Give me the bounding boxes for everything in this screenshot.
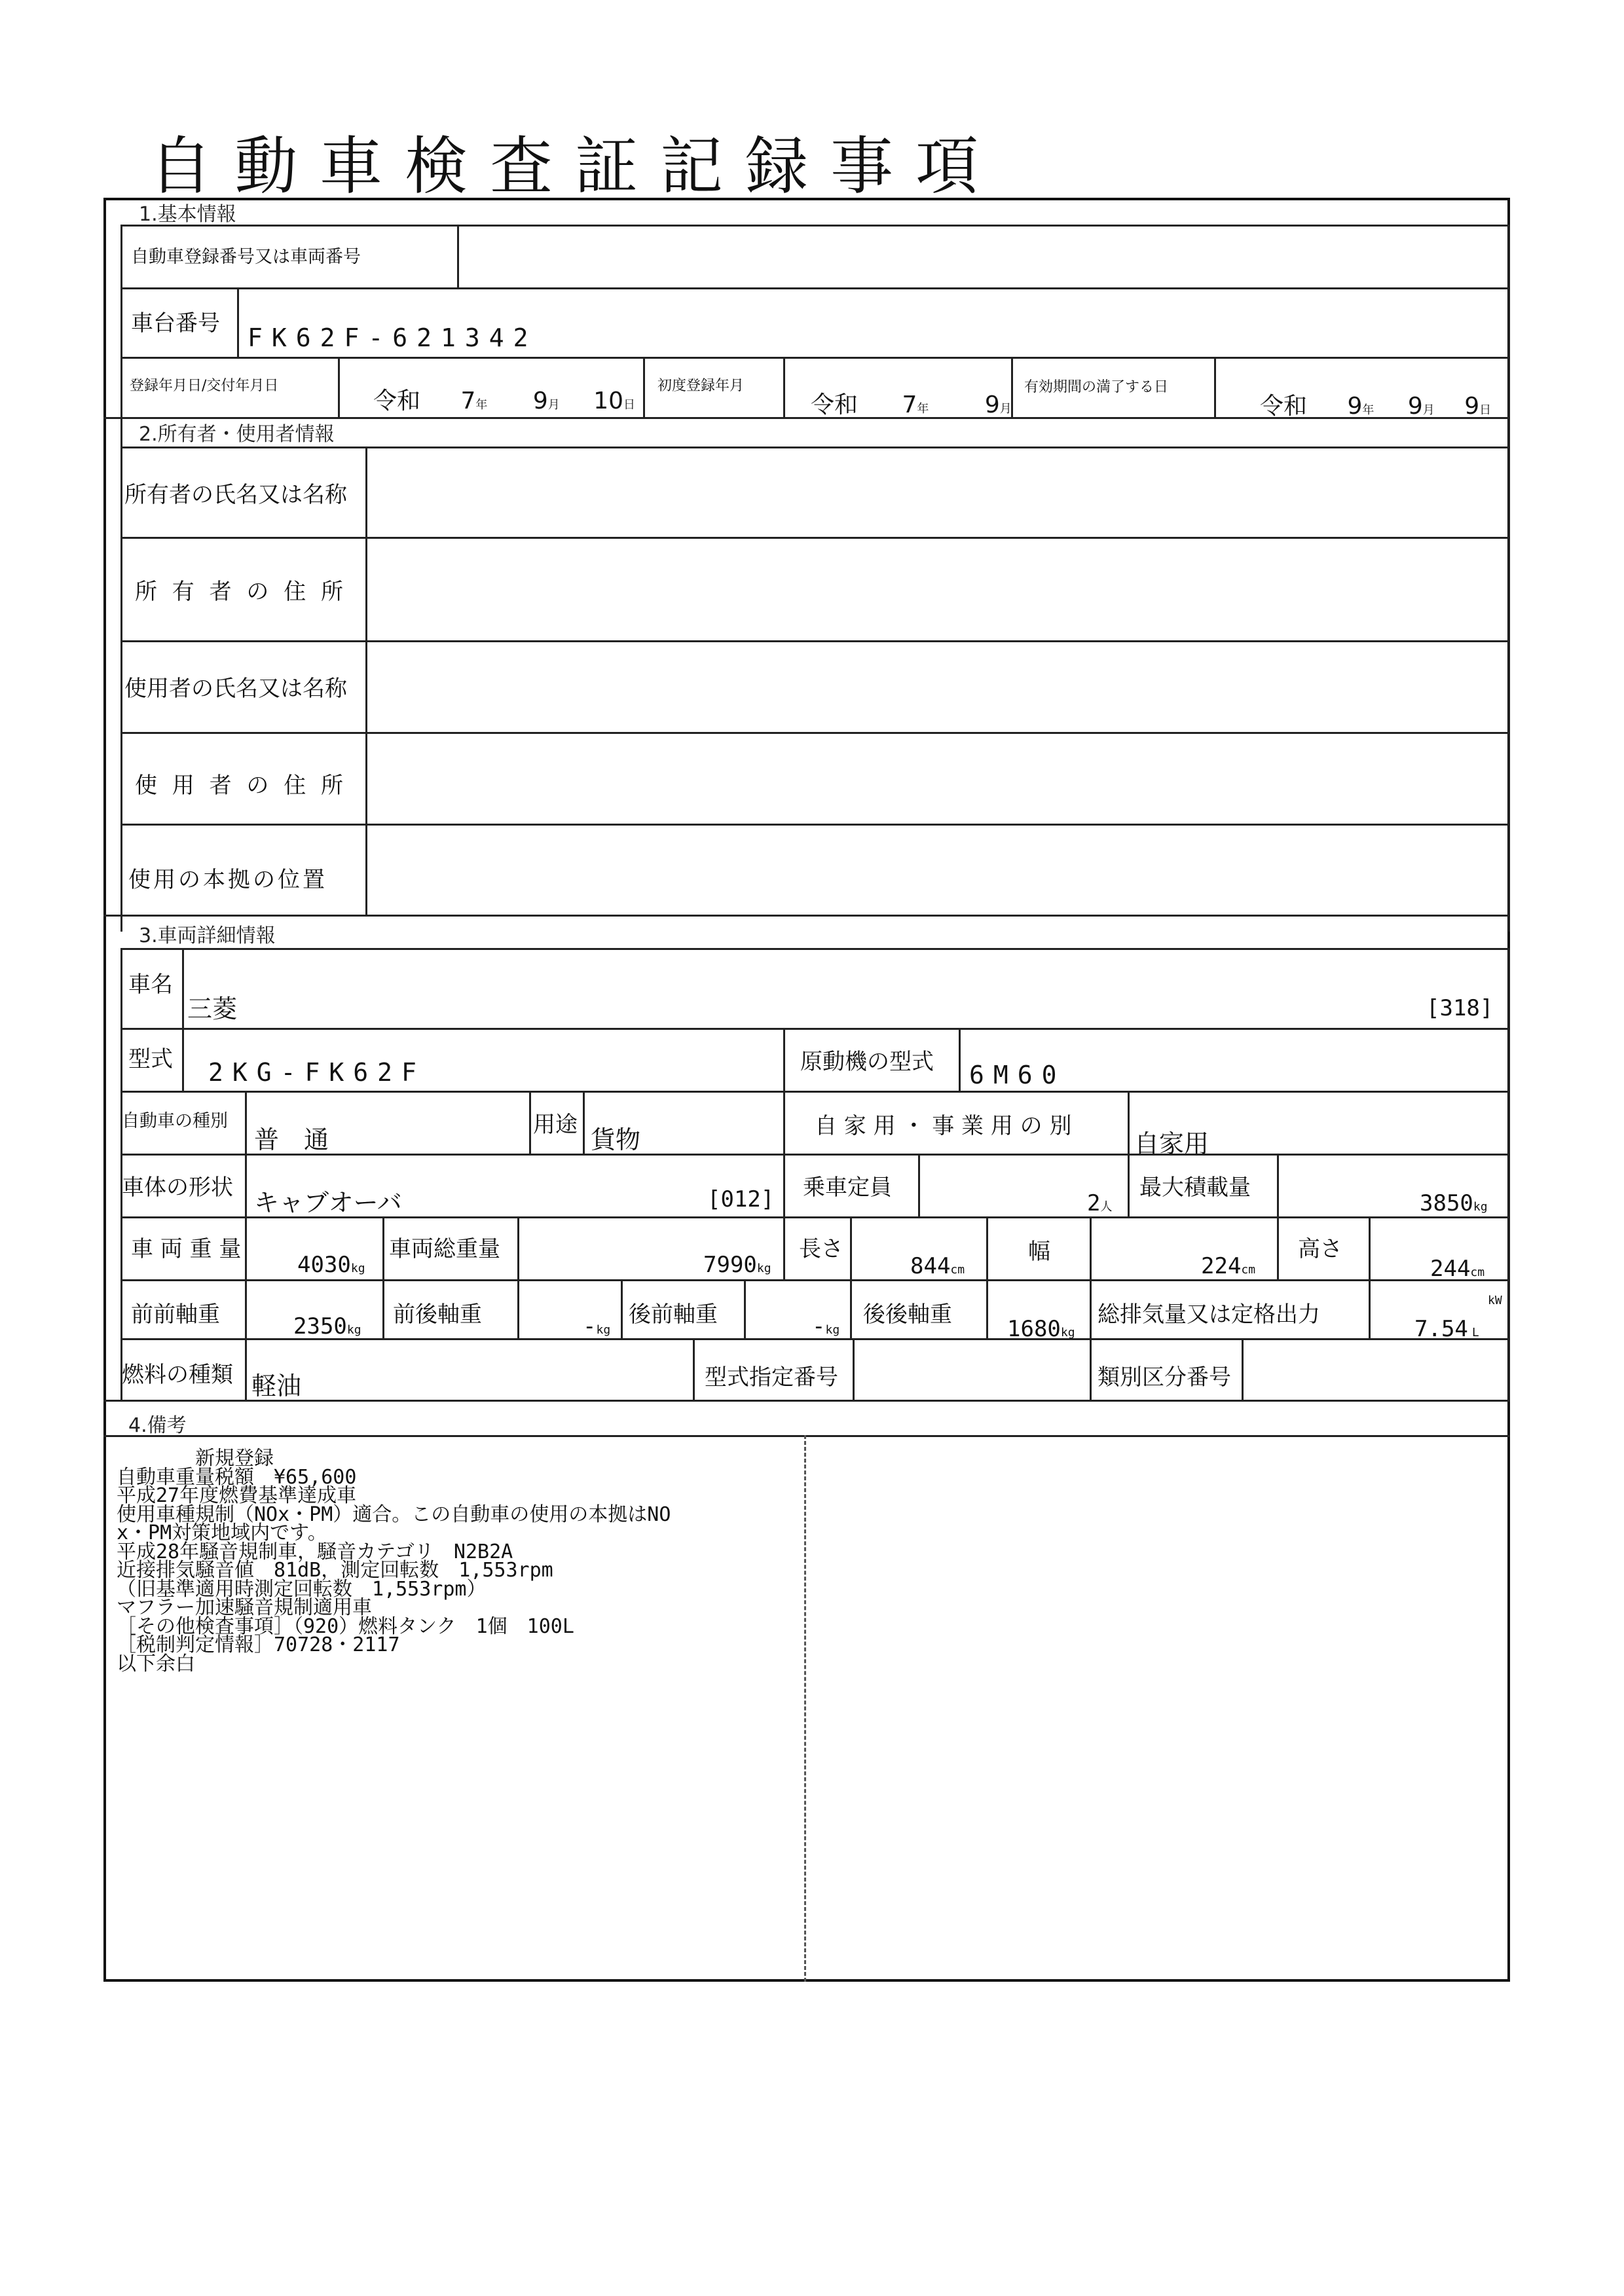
divider xyxy=(120,1091,1509,1093)
remarks-line: x・PM対策地域内です。 xyxy=(117,1522,327,1544)
remarks-line: マフラー加速騒音規制適用車 xyxy=(117,1596,372,1619)
divider xyxy=(783,357,785,417)
car-name-code: [318] xyxy=(1426,995,1494,1021)
chassis-number-value: FK62F-621342 xyxy=(248,323,538,352)
height-value: 244cm xyxy=(1430,1256,1485,1282)
width-label: 幅 xyxy=(1028,1239,1050,1265)
divider xyxy=(1277,1216,1279,1279)
divider xyxy=(517,1279,519,1338)
section-owner-heading: 2.所有者・使用者情報 xyxy=(139,423,335,446)
remarks-list xyxy=(117,1449,798,1673)
certificate-frame xyxy=(103,198,1510,1982)
divider xyxy=(850,1279,852,1338)
remarks-line: 平成28年騒音規制車，騒音カテゴリ N2B2A xyxy=(117,1540,513,1563)
divider xyxy=(1090,1216,1092,1279)
type-designation-label: 型式指定番号 xyxy=(705,1364,838,1391)
expiry-date-value: 令和 9年 9月 9日 xyxy=(1260,393,1492,420)
divider xyxy=(1277,1154,1279,1216)
use-label: 用途 xyxy=(533,1112,578,1138)
remarks-line: 近接排気騒音値 81dB，測定回転数 1,553rpm xyxy=(117,1559,553,1582)
model-value: 2KG-FK62F xyxy=(208,1058,426,1087)
remarks-line: 以下余白 xyxy=(117,1652,195,1675)
user-address-label: 使 用 者 の 住 所 xyxy=(135,773,348,799)
divider xyxy=(120,824,1509,826)
displacement-label: 総排気量又は定格出力 xyxy=(1098,1302,1320,1328)
displacement-unit-kw: kW xyxy=(1488,1294,1502,1307)
divider xyxy=(365,446,367,915)
divider xyxy=(245,1154,247,1216)
front-rear-axle-value: -kg xyxy=(583,1313,611,1339)
section-basic-heading: 1.基本情報 xyxy=(139,203,236,226)
max-load-value: 3850kg xyxy=(1420,1190,1488,1216)
divider xyxy=(1369,1216,1371,1279)
divider xyxy=(382,1279,384,1338)
user-name-label: 使用者の氏名又は名称 xyxy=(124,676,347,702)
height-label: 高さ xyxy=(1298,1236,1342,1262)
divider xyxy=(583,1091,585,1154)
front-front-axle-label: 前前軸重 xyxy=(131,1302,220,1328)
divider xyxy=(120,357,1509,359)
length-label: 長さ xyxy=(799,1236,843,1262)
divider xyxy=(245,1216,247,1279)
vehicle-weight-label: 車 両 重 量 xyxy=(131,1236,242,1262)
divider xyxy=(783,1028,785,1091)
expiry-date-day: 9 xyxy=(1464,393,1480,420)
first-registration-year: 7 xyxy=(902,392,917,418)
divider xyxy=(120,1216,1509,1218)
rear-front-axle-label: 後前軸重 xyxy=(629,1302,718,1328)
rear-rear-axle-value: 1680kg xyxy=(1007,1316,1075,1342)
divider xyxy=(103,915,1510,917)
divider xyxy=(120,640,1509,642)
divider xyxy=(783,1091,785,1154)
divider xyxy=(529,1091,531,1154)
body-shape-value: キャブオーバ xyxy=(254,1188,402,1217)
registration-number-label: 自動車登録番号又は車両番号 xyxy=(131,247,361,267)
body-shape-label: 車体の形状 xyxy=(122,1175,233,1201)
divider xyxy=(986,1279,988,1338)
first-registration-value: 令和 7年 9月 xyxy=(811,392,1012,418)
divider xyxy=(120,537,1509,539)
divider xyxy=(1090,1338,1092,1400)
divider xyxy=(245,1279,247,1338)
remarks-line: 自動車重量税額 ¥65,600 xyxy=(117,1465,357,1489)
registration-date-value: 令和 7年 9月 10日 xyxy=(373,388,635,414)
divider xyxy=(986,1216,988,1279)
divider xyxy=(853,1338,855,1400)
divider xyxy=(120,1154,1509,1156)
divider xyxy=(103,1435,1510,1437)
divider xyxy=(245,1091,247,1154)
length-value: 844cm xyxy=(910,1253,965,1279)
divider xyxy=(517,1216,519,1279)
divider xyxy=(103,1400,1510,1402)
body-shape-code: [012] xyxy=(707,1186,775,1212)
divider xyxy=(382,1216,384,1279)
vehicle-type-value: 普 通 xyxy=(254,1125,329,1154)
car-name-label: 車名 xyxy=(128,972,173,998)
chassis-number-label: 車台番号 xyxy=(131,310,220,337)
capacity-value: 2人 xyxy=(1087,1190,1113,1216)
remarks-line: 新規登録 xyxy=(117,1447,274,1470)
section-vehicle-heading: 3.車両詳細情報 xyxy=(139,924,276,947)
remarks-line: ［その他検査事項］（920）燃料タンク 1個 100L xyxy=(117,1614,574,1638)
divider xyxy=(120,732,1509,734)
divider xyxy=(1242,1338,1244,1400)
divider xyxy=(120,446,1509,448)
divider xyxy=(120,1028,1509,1030)
divider xyxy=(120,225,122,932)
first-registration-label: 初度登録年月 xyxy=(657,378,745,394)
registration-date-era: 令和 xyxy=(373,388,421,414)
divider xyxy=(621,1279,623,1338)
engine-model-label: 原動機の型式 xyxy=(800,1049,934,1075)
displacement-value: 7.54 L xyxy=(1414,1316,1479,1342)
width-value: 224cm xyxy=(1201,1253,1256,1279)
fuel-type-label: 燃料の種類 xyxy=(122,1362,233,1388)
divider xyxy=(245,1338,247,1400)
first-registration-month: 9 xyxy=(984,392,1000,418)
divider xyxy=(182,948,184,1028)
divider xyxy=(783,1154,785,1216)
expiry-date-label: 有効期間の満了する日 xyxy=(1024,379,1169,395)
capacity-label: 乗車定員 xyxy=(803,1175,892,1201)
owner-name-label: 所有者の氏名又は名称 xyxy=(124,482,347,508)
base-location-label: 使用の本拠の位置 xyxy=(128,867,327,893)
divider xyxy=(237,287,239,357)
divider xyxy=(1508,225,1510,932)
section-remarks-heading: 4.備考 xyxy=(128,1414,187,1437)
divider xyxy=(120,225,1509,227)
divider xyxy=(918,1154,920,1216)
remarks-line: 平成27年度燃費基準達成車 xyxy=(117,1484,357,1507)
front-rear-axle-label: 前後軸重 xyxy=(393,1302,482,1328)
divider xyxy=(1011,357,1013,417)
expiry-date-era: 令和 xyxy=(1260,393,1308,420)
remarks-column-divider xyxy=(804,1435,806,1982)
divider xyxy=(744,1279,746,1338)
divider xyxy=(120,948,1509,950)
car-name-value: 三菱 xyxy=(187,994,238,1023)
max-load-label: 最大積載量 xyxy=(1139,1175,1251,1201)
divider xyxy=(120,287,1509,289)
owner-address-label: 所 有 者 の 住 所 xyxy=(135,579,348,605)
remarks-line: ［税制判定情報］70728・2117 xyxy=(117,1633,400,1656)
expiry-date-month: 9 xyxy=(1407,393,1423,420)
divider xyxy=(120,1279,1509,1281)
model-label: 型式 xyxy=(128,1046,173,1072)
divider xyxy=(182,1028,184,1091)
divider xyxy=(457,225,459,287)
rear-rear-axle-label: 後後軸重 xyxy=(863,1302,952,1328)
front-front-axle-value: 2350kg xyxy=(293,1313,361,1339)
divider xyxy=(120,1338,1509,1340)
expiry-date-year: 9 xyxy=(1347,393,1363,420)
divider xyxy=(693,1338,695,1400)
divider xyxy=(1214,357,1216,417)
first-registration-era: 令和 xyxy=(811,392,858,418)
use-value: 貨物 xyxy=(591,1125,641,1154)
divider xyxy=(1508,948,1510,1400)
fuel-type-value: 軽油 xyxy=(251,1372,302,1400)
engine-model-value: 6M60 xyxy=(969,1061,1066,1089)
gross-weight-label: 車両総重量 xyxy=(389,1236,500,1262)
registration-date-label: 登録年月日/交付年月日 xyxy=(130,378,279,394)
divider xyxy=(850,1216,852,1279)
gross-weight-value: 7990kg xyxy=(703,1252,771,1278)
private-business-value: 自家用 xyxy=(1134,1129,1209,1158)
vehicle-weight-value: 4030kg xyxy=(297,1252,365,1278)
divider xyxy=(1090,1279,1092,1338)
registration-date-day: 10 xyxy=(593,388,623,414)
divider xyxy=(643,357,645,417)
divider xyxy=(959,1028,961,1091)
category-number-label: 類別区分番号 xyxy=(1098,1364,1231,1391)
registration-date-month: 9 xyxy=(532,388,548,414)
vehicle-type-label: 自動車の種別 xyxy=(122,1111,228,1131)
remarks-line: （旧基準適用時測定回転数 1,553rpm） xyxy=(117,1577,487,1601)
divider xyxy=(783,1216,785,1279)
divider xyxy=(338,357,340,417)
private-business-label: 自 家 用 ・ 事 業 用 の 別 xyxy=(815,1113,1072,1139)
rear-front-axle-value: -kg xyxy=(812,1313,840,1339)
divider xyxy=(1128,1091,1130,1154)
registration-date-year: 7 xyxy=(460,388,476,414)
divider xyxy=(1369,1279,1371,1338)
divider xyxy=(1128,1154,1130,1216)
remarks-line: 使用車種規制（NOx・PM）適合。この自動車の使用の本拠はNO xyxy=(117,1503,671,1526)
page-title: 自動車検査証記録事項 xyxy=(149,130,1001,203)
